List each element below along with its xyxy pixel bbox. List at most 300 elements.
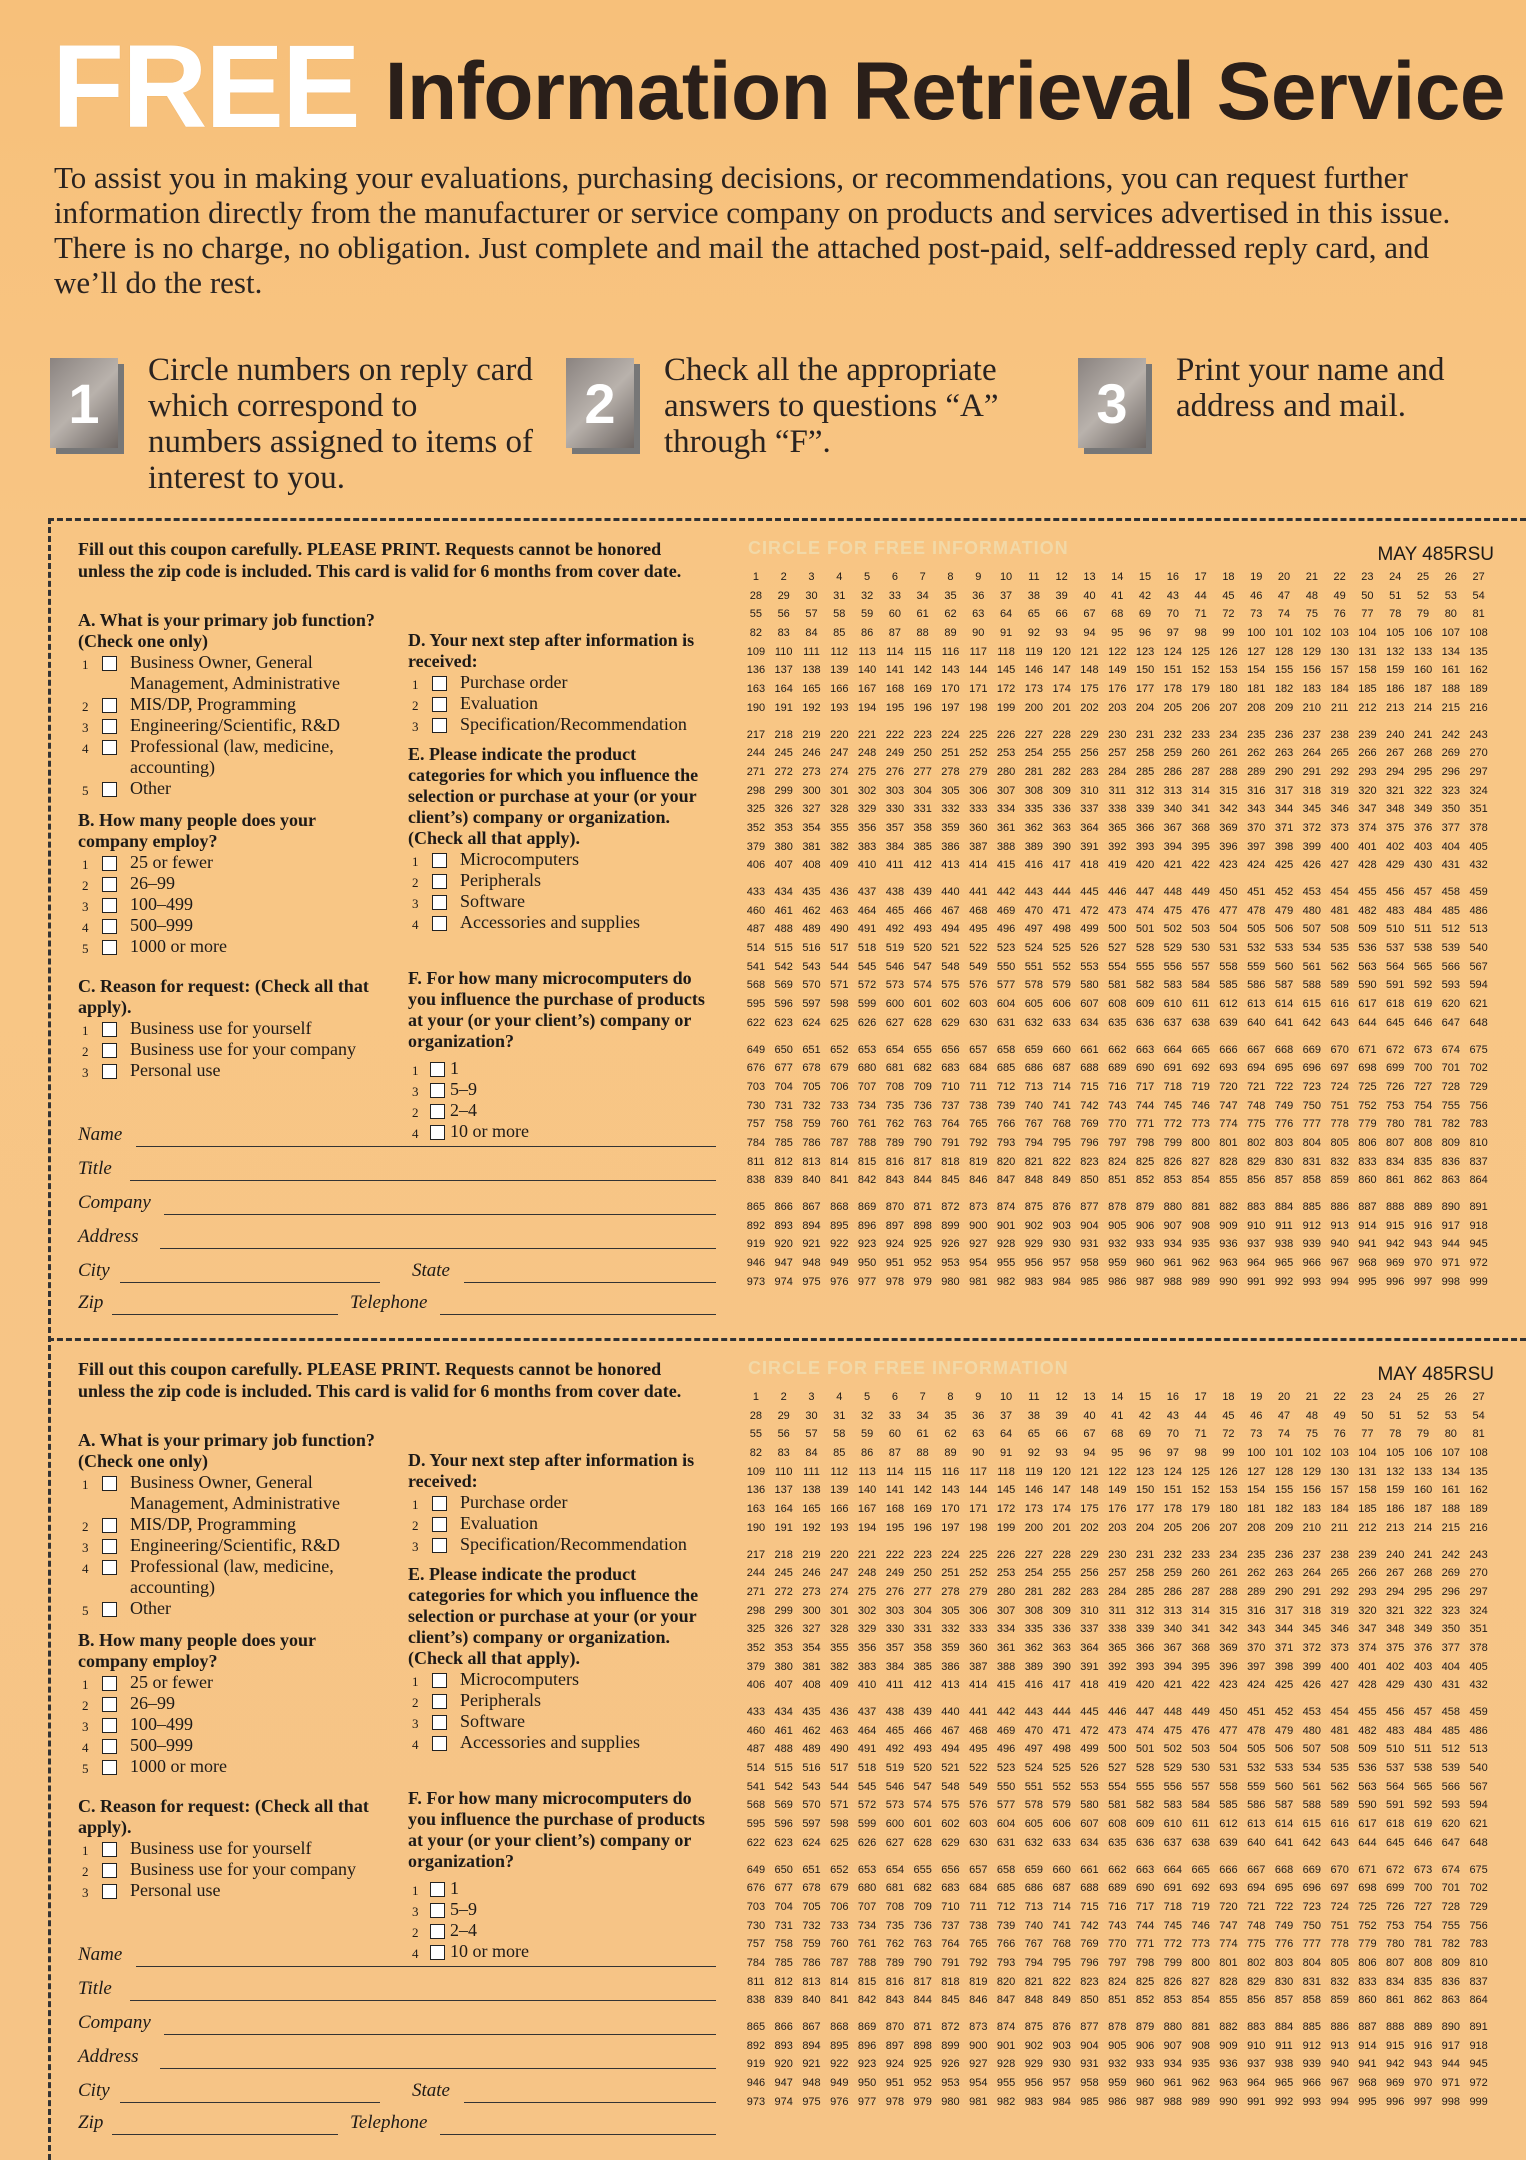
info-number[interactable]: 246 — [802, 747, 821, 760]
info-number[interactable]: 626 — [857, 1836, 877, 1849]
info-number[interactable]: 478 — [1247, 904, 1266, 917]
info-number[interactable]: 180 — [1219, 1503, 1238, 1516]
info-number[interactable]: 747 — [1219, 1099, 1238, 1112]
info-number[interactable]: 793 — [996, 1136, 1016, 1149]
info-number[interactable]: 334 — [996, 1623, 1016, 1636]
info-number[interactable]: 715 — [1080, 1080, 1099, 1093]
info-number[interactable]: 963 — [1219, 2077, 1238, 2090]
info-number[interactable]: 653 — [857, 1863, 877, 1876]
info-number[interactable]: 816 — [885, 1975, 905, 1988]
info-number[interactable]: 910 — [1247, 1219, 1266, 1232]
info-number[interactable]: 880 — [1163, 1201, 1183, 1213]
info-number[interactable]: 292 — [1330, 765, 1349, 778]
option[interactable]: 3 Personal use — [82, 1880, 221, 1900]
info-number[interactable]: 672 — [1386, 1863, 1405, 1876]
info-number[interactable]: 190 — [746, 1521, 766, 1534]
info-number[interactable]: 98 — [1194, 1447, 1207, 1460]
info-number[interactable]: 334 — [996, 803, 1016, 816]
info-number[interactable]: 788 — [857, 1136, 877, 1149]
checkbox-icon[interactable] — [432, 874, 447, 889]
info-number[interactable]: 178 — [1163, 683, 1183, 696]
info-number[interactable]: 438 — [885, 1706, 905, 1718]
info-number[interactable]: 439 — [913, 1706, 932, 1718]
info-number[interactable]: 584 — [1191, 1799, 1210, 1812]
info-number[interactable]: 205 — [1163, 1521, 1183, 1534]
info-number[interactable]: 439 — [913, 886, 932, 898]
info-number[interactable]: 350 — [1441, 1623, 1460, 1636]
info-number[interactable]: 479 — [1274, 904, 1294, 917]
info-number[interactable]: 131 — [1358, 1465, 1377, 1478]
info-number[interactable]: 191 — [774, 701, 793, 714]
info-number[interactable]: 124 — [1163, 1465, 1183, 1478]
info-number[interactable]: 384 — [885, 840, 905, 853]
checkbox-icon[interactable] — [102, 1560, 117, 1575]
info-number[interactable]: 170 — [941, 683, 960, 696]
info-number[interactable]: 248 — [857, 747, 877, 760]
info-number[interactable]: 554 — [1108, 1780, 1127, 1793]
info-number[interactable]: 302 — [857, 1604, 877, 1617]
info-number[interactable]: 415 — [996, 859, 1016, 872]
info-number[interactable]: 500 — [1108, 923, 1127, 936]
info-number[interactable]: 458 — [1441, 886, 1460, 898]
info-number[interactable]: 839 — [774, 1174, 793, 1187]
option[interactable]: 3 100–499 — [82, 894, 193, 914]
info-number[interactable]: 133 — [1413, 1465, 1433, 1478]
info-number[interactable]: 876 — [1052, 2021, 1071, 2033]
info-number[interactable]: 113 — [858, 645, 876, 658]
info-number[interactable]: 413 — [941, 859, 960, 872]
info-number[interactable]: 411 — [886, 859, 904, 872]
info-number[interactable]: 804 — [1302, 1136, 1322, 1149]
info-number[interactable]: 535 — [1330, 942, 1349, 955]
info-number[interactable]: 903 — [1052, 1219, 1071, 1232]
info-number[interactable]: 467 — [941, 1724, 960, 1737]
info-number[interactable]: 442 — [996, 886, 1016, 898]
info-number[interactable]: 169 — [913, 1503, 932, 1516]
info-number[interactable]: 428 — [1358, 1679, 1377, 1692]
info-number[interactable]: 136 — [746, 1484, 766, 1497]
info-number[interactable]: 454 — [1330, 1706, 1349, 1718]
info-number[interactable]: 638 — [1191, 1016, 1210, 1029]
info-number[interactable]: 594 — [1469, 1799, 1488, 1812]
info-number[interactable]: 87 — [888, 627, 901, 640]
info-number[interactable]: 18 — [1222, 1391, 1235, 1403]
info-number[interactable]: 635 — [1108, 1016, 1127, 1029]
info-number[interactable]: 32 — [860, 1409, 874, 1422]
info-number[interactable]: 282 — [1052, 1585, 1071, 1598]
info-number[interactable]: 413 — [941, 1679, 960, 1692]
info-number[interactable]: 398 — [1274, 1660, 1294, 1673]
info-number[interactable]: 484 — [1413, 1724, 1433, 1737]
info-number[interactable]: 126 — [1219, 645, 1238, 658]
info-number[interactable]: 741 — [1052, 1919, 1071, 1932]
info-number[interactable]: 983 — [1024, 1275, 1044, 1288]
info-number[interactable]: 744 — [1135, 1099, 1155, 1112]
info-number[interactable]: 318 — [1302, 1604, 1322, 1617]
info-number[interactable]: 278 — [941, 1585, 960, 1598]
info-number[interactable]: 911 — [1275, 1219, 1293, 1232]
info-number[interactable]: 917 — [1441, 2039, 1460, 2052]
info-number[interactable]: 416 — [1024, 859, 1044, 872]
info-number[interactable]: 470 — [1024, 904, 1044, 917]
info-number[interactable]: 598 — [830, 998, 849, 1011]
info-number[interactable]: 580 — [1080, 1799, 1099, 1812]
info-number[interactable]: 172 — [996, 683, 1016, 696]
info-number[interactable]: 60 — [888, 1428, 901, 1441]
info-number[interactable]: 344 — [1274, 803, 1294, 816]
info-number[interactable]: 81 — [1472, 608, 1485, 621]
info-number[interactable]: 599 — [857, 1818, 877, 1831]
info-number[interactable]: 251 — [941, 1567, 960, 1580]
info-number[interactable]: 561 — [1302, 1780, 1322, 1793]
info-number[interactable]: 567 — [1469, 960, 1488, 973]
info-number[interactable]: 50 — [1361, 1409, 1374, 1422]
info-number[interactable]: 624 — [802, 1836, 821, 1849]
info-number[interactable]: 199 — [996, 701, 1016, 714]
info-number[interactable]: 958 — [1080, 2077, 1099, 2090]
info-number[interactable]: 91 — [999, 1447, 1013, 1460]
info-number[interactable]: 646 — [1413, 1016, 1433, 1029]
info-number[interactable]: 174 — [1052, 683, 1071, 696]
info-number[interactable]: 616 — [1330, 1818, 1349, 1831]
info-number[interactable]: 943 — [1413, 1238, 1433, 1251]
info-number[interactable]: 728 — [1441, 1080, 1460, 1093]
info-number[interactable]: 249 — [885, 1567, 905, 1580]
info-number[interactable]: 452 — [1274, 1706, 1294, 1718]
info-number[interactable]: 405 — [1469, 840, 1488, 853]
info-number[interactable]: 814 — [830, 1155, 849, 1168]
info-number[interactable]: 361 — [996, 1641, 1016, 1654]
info-number[interactable]: 729 — [1469, 1080, 1488, 1093]
info-number[interactable]: 701 — [1441, 1062, 1460, 1075]
info-number[interactable]: 166 — [830, 683, 849, 696]
info-number[interactable]: 191 — [774, 1521, 793, 1534]
info-number[interactable]: 447 — [1135, 886, 1155, 898]
info-number[interactable]: 317 — [1274, 1604, 1294, 1617]
info-number[interactable]: 472 — [1080, 904, 1099, 917]
info-number[interactable]: 284 — [1108, 1585, 1127, 1598]
info-number[interactable]: 556 — [1163, 960, 1183, 973]
info-number[interactable]: 378 — [1469, 1641, 1488, 1654]
info-number[interactable]: 128 — [1274, 645, 1294, 658]
info-number[interactable]: 106 — [1413, 1447, 1433, 1460]
info-number[interactable]: 897 — [885, 2039, 905, 2052]
checkbox-icon[interactable] — [102, 719, 117, 734]
info-number[interactable]: 549 — [969, 1780, 988, 1793]
info-number[interactable]: 433 — [746, 886, 766, 898]
info-number[interactable]: 473 — [1108, 904, 1127, 917]
option[interactable]: 4 10 or more — [412, 1121, 529, 1141]
info-number[interactable]: 922 — [830, 1238, 849, 1251]
info-number[interactable]: 602 — [941, 1818, 960, 1831]
info-number[interactable]: 150 — [1135, 664, 1155, 677]
info-number[interactable]: 782 — [1441, 1938, 1460, 1951]
info-number[interactable]: 802 — [1247, 1136, 1266, 1149]
city-field[interactable] — [120, 1282, 380, 1283]
info-number[interactable]: 28 — [749, 589, 763, 602]
info-number[interactable]: 635 — [1108, 1836, 1127, 1849]
info-number[interactable]: 657 — [969, 1863, 988, 1876]
info-number[interactable]: 423 — [1219, 1679, 1238, 1692]
info-number[interactable]: 534 — [1302, 942, 1322, 955]
info-number[interactable]: 772 — [1163, 1118, 1183, 1131]
info-number[interactable]: 839 — [774, 1994, 793, 2007]
info-number[interactable]: 467 — [941, 904, 960, 917]
info-number[interactable]: 123 — [1135, 645, 1155, 658]
info-number[interactable]: 644 — [1358, 1836, 1377, 1849]
info-number[interactable]: 627 — [885, 1836, 905, 1849]
info-number[interactable]: 112 — [830, 1465, 849, 1478]
info-number[interactable]: 688 — [1080, 1882, 1099, 1895]
info-number[interactable]: 339 — [1135, 803, 1155, 816]
info-number[interactable]: 764 — [941, 1118, 960, 1131]
info-number[interactable]: 828 — [1219, 1155, 1238, 1168]
option[interactable]: 3 Personal use — [82, 1060, 221, 1080]
info-number[interactable]: 44 — [1194, 589, 1207, 602]
info-number[interactable]: 155 — [1274, 664, 1294, 677]
info-number[interactable]: 325 — [746, 803, 766, 816]
info-number[interactable]: 445 — [1080, 886, 1099, 898]
info-number[interactable]: 700 — [1413, 1882, 1433, 1895]
info-number[interactable]: 15 — [1138, 1391, 1152, 1403]
info-number[interactable]: 625 — [830, 1836, 849, 1849]
info-number[interactable]: 628 — [913, 1016, 932, 1029]
info-number[interactable]: 390 — [1052, 1660, 1071, 1673]
info-number[interactable]: 941 — [1358, 2058, 1377, 2071]
info-number[interactable]: 577 — [996, 979, 1016, 992]
info-number[interactable]: 725 — [1358, 1080, 1377, 1093]
info-number[interactable]: 802 — [1247, 1956, 1266, 1969]
info-number[interactable]: 926 — [941, 1238, 960, 1251]
info-number[interactable]: 601 — [913, 998, 932, 1011]
info-number[interactable]: 234 — [1219, 728, 1238, 741]
info-number[interactable]: 211 — [1330, 1521, 1349, 1534]
info-number[interactable]: 440 — [941, 1706, 960, 1718]
info-number[interactable]: 476 — [1191, 1724, 1210, 1737]
info-number[interactable]: 449 — [1191, 1706, 1210, 1718]
info-number[interactable]: 180 — [1219, 683, 1238, 696]
info-number[interactable]: 456 — [1386, 886, 1405, 898]
info-number[interactable]: 979 — [913, 1275, 932, 1288]
info-number[interactable]: 175 — [1080, 1503, 1099, 1516]
info-number[interactable]: 143 — [941, 664, 960, 677]
info-number[interactable]: 966 — [1302, 1257, 1322, 1270]
info-number[interactable]: 230 — [1108, 728, 1127, 741]
info-number[interactable]: 774 — [1219, 1938, 1238, 1951]
info-number[interactable]: 312 — [1135, 1604, 1155, 1617]
info-number[interactable]: 853 — [1163, 1174, 1183, 1187]
info-number[interactable]: 480 — [1302, 1724, 1322, 1737]
checkbox-icon[interactable] — [430, 1882, 445, 1897]
info-number[interactable]: 834 — [1386, 1975, 1405, 1988]
info-number[interactable]: 915 — [1386, 1219, 1405, 1232]
info-number[interactable]: 151 — [1163, 1484, 1183, 1497]
info-number[interactable]: 314 — [1191, 784, 1210, 797]
info-number[interactable]: 346 — [1330, 803, 1349, 816]
info-number[interactable]: 498 — [1052, 923, 1071, 936]
info-number[interactable]: 933 — [1135, 1238, 1155, 1251]
option[interactable]: 2 Business use for your company — [82, 1859, 356, 1879]
info-number[interactable]: 495 — [969, 923, 988, 936]
info-number[interactable]: 509 — [1358, 1743, 1377, 1756]
info-number[interactable]: 328 — [830, 1623, 849, 1636]
info-number[interactable]: 146 — [1024, 1484, 1044, 1497]
info-number[interactable]: 161 — [1441, 664, 1460, 677]
info-number[interactable]: 542 — [774, 960, 793, 973]
info-number[interactable]: 803 — [1274, 1956, 1294, 1969]
info-number[interactable]: 177 — [1135, 1503, 1155, 1516]
info-number[interactable]: 59 — [860, 1428, 874, 1441]
info-number[interactable]: 993 — [1302, 1275, 1322, 1288]
info-number[interactable]: 843 — [885, 1994, 905, 2007]
info-number[interactable]: 895 — [830, 2039, 849, 2052]
info-number[interactable]: 47 — [1277, 589, 1291, 602]
info-number[interactable]: 630 — [969, 1016, 988, 1029]
info-number[interactable]: 116 — [941, 645, 960, 658]
info-number[interactable]: 297 — [1469, 1585, 1488, 1598]
info-number[interactable]: 379 — [746, 840, 766, 853]
info-number[interactable]: 470 — [1024, 1724, 1044, 1737]
info-number[interactable]: 551 — [1024, 1780, 1044, 1793]
info-number[interactable]: 290 — [1274, 1585, 1294, 1598]
option[interactable]: 2 Peripherals — [412, 1690, 541, 1710]
info-number[interactable]: 587 — [1274, 979, 1294, 992]
info-number[interactable]: 273 — [802, 1585, 821, 1598]
info-number[interactable]: 821 — [1024, 1155, 1044, 1168]
info-number[interactable]: 432 — [1469, 1679, 1488, 1692]
option[interactable]: 3 Software — [412, 891, 525, 911]
info-number[interactable]: 851 — [1108, 1994, 1127, 2007]
info-number[interactable]: 745 — [1163, 1099, 1183, 1112]
info-number[interactable]: 787 — [830, 1136, 849, 1149]
info-number[interactable]: 315 — [1219, 784, 1238, 797]
info-number[interactable]: 387 — [969, 1660, 988, 1673]
info-number[interactable]: 359 — [941, 1641, 960, 1654]
info-number[interactable]: 723 — [1302, 1080, 1322, 1093]
option[interactable]: 1 1 — [412, 1058, 459, 1078]
info-number[interactable]: 807 — [1386, 1136, 1405, 1149]
info-number[interactable]: 667 — [1247, 1043, 1266, 1056]
info-number[interactable]: 122 — [1108, 1465, 1127, 1478]
info-number[interactable]: 203 — [1108, 1521, 1127, 1534]
info-number[interactable]: 169 — [913, 683, 932, 696]
info-number[interactable]: 210 — [1302, 701, 1322, 714]
info-number[interactable]: 566 — [1441, 960, 1460, 973]
info-number[interactable]: 712 — [996, 1080, 1016, 1093]
option[interactable]: 1 Purchase order — [412, 672, 568, 692]
info-number[interactable]: 434 — [774, 1706, 793, 1718]
info-number[interactable]: 724 — [1330, 1080, 1349, 1093]
option[interactable]: 3 5–9 — [412, 1079, 477, 1099]
info-number[interactable]: 732 — [802, 1099, 821, 1112]
info-number[interactable]: 778 — [1330, 1938, 1349, 1951]
info-number[interactable]: 11 — [1028, 1391, 1040, 1403]
info-number[interactable]: 429 — [1386, 1679, 1405, 1692]
info-number[interactable]: 301 — [830, 784, 849, 797]
info-number[interactable]: 788 — [857, 1956, 877, 1969]
info-number[interactable]: 218 — [774, 728, 793, 741]
info-number[interactable]: 579 — [1052, 979, 1071, 992]
info-number[interactable]: 673 — [1413, 1043, 1433, 1056]
info-number[interactable]: 815 — [857, 1975, 877, 1988]
info-number[interactable]: 833 — [1358, 1155, 1377, 1168]
info-number[interactable]: 668 — [1274, 1043, 1294, 1056]
info-number[interactable]: 312 — [1135, 784, 1155, 797]
info-number[interactable]: 941 — [1358, 1238, 1377, 1251]
info-number[interactable]: 135 — [1469, 645, 1488, 658]
info-number[interactable]: 151 — [1163, 664, 1183, 677]
info-number[interactable]: 341 — [1191, 1623, 1210, 1636]
info-number[interactable]: 947 — [774, 2077, 793, 2090]
info-number[interactable]: 526 — [1080, 942, 1099, 955]
info-number[interactable]: 446 — [1108, 886, 1127, 898]
info-number[interactable]: 760 — [830, 1938, 849, 1951]
info-number[interactable]: 7 — [919, 571, 926, 583]
info-number[interactable]: 600 — [885, 998, 905, 1011]
info-number[interactable]: 118 — [997, 645, 1015, 658]
info-number[interactable]: 849 — [1052, 1994, 1071, 2007]
info-number[interactable]: 686 — [1024, 1882, 1044, 1895]
info-number[interactable]: 187 — [1413, 683, 1433, 696]
info-number[interactable]: 865 — [746, 1201, 766, 1213]
info-number[interactable]: 22 — [1333, 571, 1346, 583]
info-number[interactable]: 833 — [1358, 1975, 1377, 1988]
info-number[interactable]: 891 — [1469, 2021, 1488, 2033]
checkbox-icon[interactable] — [102, 656, 117, 671]
info-number[interactable]: 684 — [969, 1062, 988, 1075]
info-number[interactable]: 243 — [1469, 1548, 1488, 1561]
info-number[interactable]: 693 — [1219, 1062, 1238, 1075]
info-number[interactable]: 697 — [1330, 1882, 1349, 1895]
info-number[interactable]: 47 — [1277, 1409, 1291, 1422]
info-number[interactable]: 818 — [941, 1155, 960, 1168]
checkbox-icon[interactable] — [430, 1083, 445, 1098]
checkbox-icon[interactable] — [102, 1863, 117, 1878]
info-number[interactable]: 172 — [996, 1503, 1016, 1516]
info-number[interactable]: 225 — [969, 1548, 988, 1561]
info-number[interactable]: 875 — [1024, 1201, 1044, 1213]
info-number[interactable]: 444 — [1052, 886, 1071, 898]
info-number[interactable]: 955 — [996, 1257, 1016, 1270]
info-number[interactable]: 952 — [913, 1257, 932, 1270]
info-number[interactable]: 463 — [830, 904, 849, 917]
info-number[interactable]: 129 — [1302, 645, 1322, 658]
info-number[interactable]: 698 — [1358, 1882, 1377, 1895]
info-number[interactable]: 733 — [830, 1919, 849, 1932]
info-number[interactable]: 586 — [1247, 979, 1266, 992]
info-number[interactable]: 560 — [1274, 960, 1294, 973]
info-number[interactable]: 731 — [774, 1919, 793, 1932]
info-number[interactable]: 691 — [1163, 1882, 1183, 1895]
info-number[interactable]: 101 — [1274, 1447, 1294, 1460]
info-number[interactable]: 21 — [1305, 571, 1318, 583]
info-number[interactable]: 379 — [746, 1660, 766, 1673]
info-number[interactable]: 776 — [1274, 1118, 1294, 1131]
info-number[interactable]: 815 — [857, 1155, 877, 1168]
info-number[interactable]: 982 — [996, 1275, 1016, 1288]
info-number[interactable]: 196 — [913, 701, 932, 714]
info-number[interactable]: 55 — [749, 608, 763, 621]
info-number[interactable]: 625 — [830, 1016, 849, 1029]
info-number[interactable]: 649 — [746, 1043, 766, 1056]
info-number[interactable]: 457 — [1413, 1706, 1433, 1718]
info-number[interactable]: 593 — [1441, 1799, 1460, 1812]
info-number[interactable]: 581 — [1108, 979, 1127, 992]
info-number[interactable]: 504 — [1219, 1743, 1238, 1756]
info-number[interactable]: 630 — [969, 1836, 988, 1849]
info-number[interactable]: 739 — [996, 1099, 1016, 1112]
info-number[interactable]: 757 — [746, 1938, 766, 1951]
